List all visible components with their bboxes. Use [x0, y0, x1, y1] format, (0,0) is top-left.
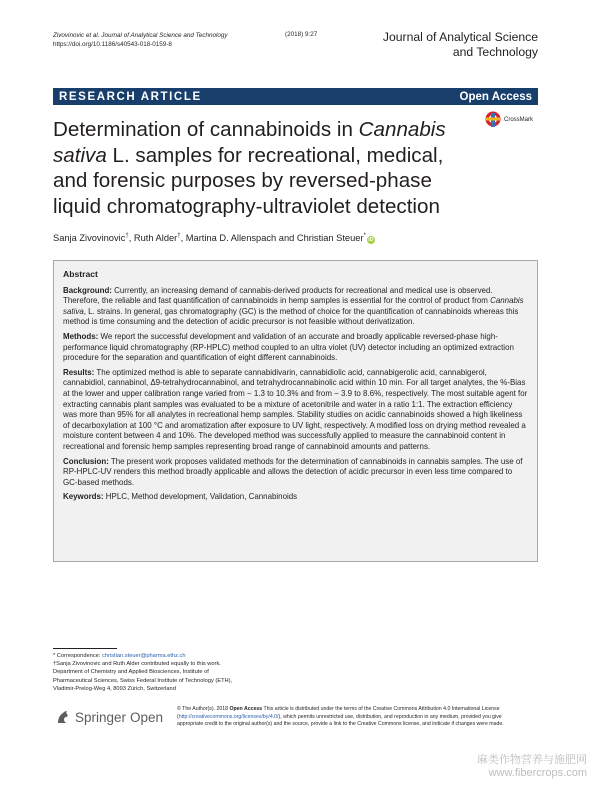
- affiliation-line-2: Pharmaceutical Sciences, Swiss Federal Institute of Technology (ETH),: [53, 677, 233, 684]
- site-watermark: [459, 754, 587, 780]
- abstract-box: [53, 260, 538, 562]
- background-text-b: , L. strains. In general, gas chromatography (GC) is the method of choice for the quantification of cannabinoids whereas this method is time consuming and the detection of acidic precursor is not feasible without derivatization.: [63, 306, 519, 327]
- journal-name-line2: and Technology: [452, 45, 538, 59]
- springer-open-logo: [55, 709, 163, 725]
- license-copyright: © The Author(s). 2018: [177, 706, 230, 712]
- abstract-conclusion: [63, 457, 528, 489]
- author-2-mark: †: [177, 233, 181, 239]
- watermark-line-2: www.fibercrops.com: [488, 767, 587, 779]
- abstract-heading: Abstract: [63, 269, 98, 279]
- crossmark-icon: [485, 111, 501, 129]
- background-italic: Cannabis sativa: [63, 296, 524, 316]
- footnote-divider: [53, 648, 117, 649]
- license-text-1: This article is distributed under the terms of the Creative Commons Attribution 4.0 International License (: [177, 706, 500, 720]
- results-text: The optimized method is able to separate cannabidivarin, cannabidiolic acid, cannabigerolic acid, cannabigerol, cannabidiol, cannabinol, Δ9-tetrahydrocannabinol, and tetrahydrocannabinolic acid within 10 min. For all target analytes, the %-Bias at the lower and upper calibration range varied from − 1.3 to 10.3% and from − 3.9 to 8.6%, respectively. The most suitable agent for extracting cannabis plant samples was evaluated to be a mixture of acetonitrile and water in a ratio 1:1. The extraction efficiency was more than 95% for all analytes in recreational hemp samples. Stability studies on acidic cannabinoids showed a high likeliness of decarboxylation at 100 °C and aromatization after exposure to UV light, respectively. A modified loss on drying method revealed a moisture content between 4 and 10%. The developed method was successfully applied to measure the cannabinoid content in recreational and forensic hemp samples representing broad range of cannabinoid amounts and patterns.: [63, 367, 528, 451]
- keywords-text: HPLC, Method development, Validation, Cannabinoids: [103, 492, 298, 502]
- correspondence-line: [53, 652, 293, 660]
- equal-contribution-note: †Sanja Zivovinovic and Ruth Alder contributed equally to this work.: [53, 661, 221, 668]
- journal-name: [340, 30, 538, 60]
- running-header-citation: [53, 31, 228, 49]
- year-volume: (2018) 9:27: [285, 31, 318, 38]
- corresponding-mark: *: [363, 233, 366, 239]
- conclusion-label: Conclusion:: [63, 456, 109, 466]
- author-2: , Ruth Alder: [128, 233, 178, 244]
- watermark-line-1: 麻类作物营养与施肥网: [477, 754, 587, 766]
- license-url-link[interactable]: http://creativecommons.org/licenses/by/4.0/: [178, 713, 279, 720]
- author-1-mark: †: [125, 233, 129, 239]
- correspondence-prefix: * Correspondence:: [53, 653, 103, 659]
- license-open-access: Open Access: [229, 706, 263, 712]
- springer-horse-icon: [55, 709, 71, 725]
- background-text-a: Currently, an increasing demand of cannabis-derived products for recreational and medical use is observed. Therefore, the reliable and fast quantification of cannabinoids in hemp samples is essential for the control of product from: [63, 285, 493, 306]
- title-part-2: L. samples for recreational, medical, and forensic purposes by reversed-phase liquid chromatography-ultraviolet detection: [53, 143, 444, 218]
- affiliation-line-3: Vladimir-Prelog-Weg 4, 8093 Zürich, Switzerland: [53, 685, 176, 692]
- methods-text: We report the successful development and validation of an accurate and broadly applicable reversed-phase high-performance liquid chromatography (RP-HPLC) method coupled to an ultra violet (UV) detector including an optimized extraction procedure for the separation and quantification of eight different cannabinoids.: [63, 331, 514, 363]
- author-1: Sanja Zivovinovic: [53, 233, 126, 244]
- footnotes: [53, 652, 293, 693]
- license-text-2: ), which permits unrestricted use, distribution, and reproduction in any medium, provided you give appropriate credit to the original author(s) and the source, provide a link to the Creative Commons license, and indicate if changes were made.: [177, 713, 504, 728]
- background-label: Background:: [63, 285, 112, 295]
- abstract-keywords: [63, 492, 528, 503]
- author-list: [53, 233, 375, 244]
- abstract-results: [63, 368, 528, 453]
- springer-brand-name: Springer: [75, 709, 127, 725]
- methods-label: Methods:: [63, 331, 99, 341]
- article-type-banner: [53, 88, 538, 105]
- open-access-label: Open Access: [459, 90, 532, 103]
- abstract-methods: [63, 332, 528, 364]
- abstract-background: [63, 286, 528, 328]
- article-title: [53, 117, 478, 219]
- author-3-4: , Martina D. Allenspach and Christian Steuer: [180, 233, 364, 244]
- doi-link[interactable]: https://doi.org/10.1186/s40543-018-0159-8: [53, 41, 172, 48]
- article-type-label: RESEARCH ARTICLE: [59, 90, 202, 103]
- orcid-icon[interactable]: iD: [368, 237, 374, 244]
- conclusion-text: The present work proposes validated methods for the determination of cannabinoids in cannabis samples. The use of RP-HPLC-UV renders this method broadly applicable and allows the detection of acidic precursor in even less time compared to GC-based methods.: [63, 456, 523, 487]
- license-statement: [177, 706, 507, 729]
- crossmark-badge[interactable]: [485, 111, 533, 129]
- title-part-1: Determination of cannabinoids in: [53, 118, 359, 141]
- springer-open-suffix: Open: [130, 709, 164, 725]
- title-italic-species: Cannabis sativa: [53, 118, 446, 167]
- affiliation-line-1: Department of Chemistry and Applied Biosciences, Institute of: [53, 669, 209, 676]
- results-label: Results:: [63, 367, 95, 377]
- crossmark-label: CrossMark: [504, 117, 534, 123]
- correspondence-email-link[interactable]: christian.steuer@pharma.ethz.ch: [102, 653, 186, 659]
- keywords-label: Keywords:: [63, 492, 104, 502]
- citation-text: Zivovinovic et al. Journal of Analytical Science and Technology: [53, 32, 228, 39]
- journal-name-line1: Journal of Analytical Science: [382, 30, 538, 44]
